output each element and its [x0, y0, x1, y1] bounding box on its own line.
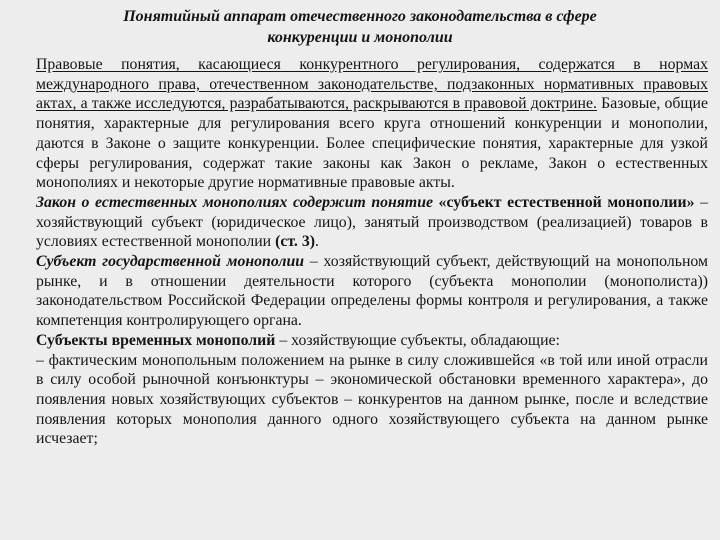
slide-title	[0, 6, 720, 48]
temporary-monopoly-list-item: – фактическим монопольным положением на рынке в силу сложившейся «в той или иной отрасли в силу особой рыночной конъюнктуры – экономической обстановки временного характера», до появления новых хозяйствующих субъектов – конкурентов на данном рынке, после и вследствие появления которых монополия данного одного хозяйствующего субъекта на данном рынке исчезает;	[36, 351, 708, 448]
natural-monopoly-term: «субъект естественной монополии»	[433, 193, 695, 211]
paragraph-state-monopoly	[36, 252, 708, 331]
underlined-statement: Правовые понятия, касающиеся конкурентного регулирования, содержатся в нормах международного права, отечественном законодательстве, подзаконных нормативных правовых актах, а также исследуются, разрабатываются, раскрываются в правовой доктрине.	[36, 56, 708, 113]
state-monopoly-term: Субъект государственной монополии	[36, 253, 305, 271]
article-reference: (ст. 3)	[271, 233, 315, 251]
temporary-monopoly-term: Субъекты временных монополий	[36, 331, 276, 349]
title-line-2: конкуренции и монополии	[267, 29, 453, 46]
body-text	[36, 55, 708, 449]
paragraph-temporary-monopoly-item	[36, 351, 708, 450]
paragraph-2-end: .	[315, 233, 319, 251]
paragraph-1-rest: Базовые, общие понятия, характерные для регулирования всего круга отношений конкуренции и монополии, даются в Законе о защите конкуренции. Более специфические понятия, характерные для узкой сферы регулирования, содержат такие законы как Закон о рекламе, Закон о естественных монополиях и некоторые другие нормативные правовые акты.	[36, 95, 709, 192]
natural-monopoly-law-lead: Закон о естественных монополиях содержит понятие	[36, 193, 433, 211]
natural-monopoly-definition: – хозяйствующий субъект (юридическое лицо), занятый производством (реализацией) товаров в условиях естественной монополии	[36, 193, 708, 251]
state-monopoly-definition: – хозяйствующий субъект, действующий на монопольном рынке, и в отношении деятельности которого (субъекта монополии (монополиста)) законодательством Российской Федерации определены формы контроля и регулирования, а также компетенция контролирующего органа.	[36, 253, 708, 330]
temporary-monopoly-definition: – хозяйствующие субъекты, обладающие:	[275, 331, 560, 349]
paragraph-temporary-monopoly	[36, 331, 708, 351]
paragraph-legal-concepts	[36, 55, 708, 193]
title-line-1: Понятийный аппарат отечественного законодательства в сфере	[123, 8, 597, 25]
paragraph-natural-monopoly	[36, 193, 708, 252]
